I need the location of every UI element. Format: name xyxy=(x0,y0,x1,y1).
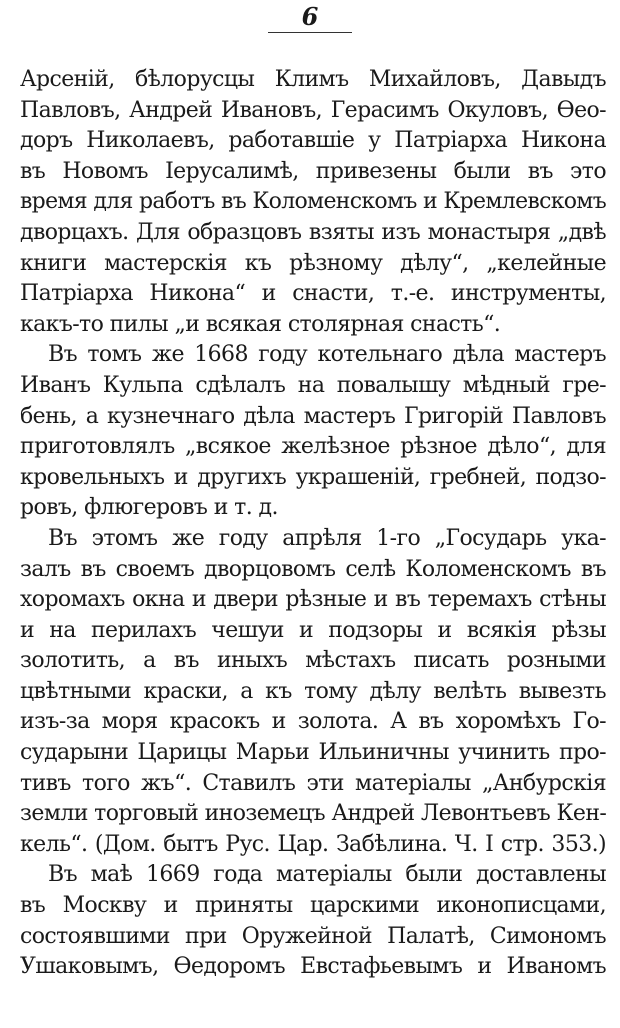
text-line: Арсеній, бѣлорусцы Климъ Михайловъ, Давыдъ xyxy=(20,67,606,92)
text-line: книги мастерскія къ рѣзному дѣлу“, „келейные xyxy=(20,250,606,276)
text-line: бень, а кузнечнаго дѣла мастеръ Григорій Павловъ xyxy=(20,403,606,429)
page-number: 6 xyxy=(301,2,319,31)
text-line: въ Новомъ Іерусалимѣ, привезены были въ это xyxy=(20,158,606,184)
header-rule xyxy=(268,32,352,33)
text-line: состоявшими при Оружейной Палатѣ, Симономъ xyxy=(20,923,606,949)
text-line: приготовлялъ „всякое желѣзное рѣзное дѣло“, для xyxy=(20,434,606,460)
text-line: дворцахъ. Для образцовъ взяты изъ монастыря „двѣ xyxy=(20,219,606,245)
text-line: Павловъ, Андрей Ивановъ, Герасимъ Окуловъ, Ѳео- xyxy=(20,97,606,123)
text-line: земли торговый иноземецъ Андрей Левонтьевъ Кен- xyxy=(20,801,606,827)
text-line: сударыни Царицы Марьи Ильиничны учинить про- xyxy=(20,740,606,766)
text-line: и на перилахъ чешуи и подзоры и всякія рѣзы xyxy=(20,617,606,643)
text-line: Ушаковымъ, Ѳедоромъ Евстафьевымъ и Иваномъ xyxy=(20,954,606,980)
page-header xyxy=(0,4,620,33)
text-line: ровъ, флюгеровъ и т. д. xyxy=(20,495,278,521)
text-line: кель“. (Дом. бытъ Рус. Цар. Забѣлина. Ч. I стр. 353.) xyxy=(20,831,606,857)
text-line: Въ томъ же 1668 году котельнаго дѣла мастеръ xyxy=(48,342,606,368)
text-line: въ Москву и приняты царскими иконописцами, xyxy=(20,893,606,919)
text-line: залъ въ своемъ дворцовомъ селѣ Коломенскомъ въ xyxy=(20,556,606,582)
text-line: изъ-за моря красокъ и золота. А въ хоромѣхъ Го- xyxy=(20,709,606,735)
text-line: Въ маѣ 1669 года матеріалы были доставлены xyxy=(48,862,606,888)
text-line: кровельныхъ и другихъ украшеній, гребней, подзо- xyxy=(20,464,606,490)
text-body xyxy=(20,65,606,983)
text-line: золотить, а въ иныхъ мѣстахъ писать розными xyxy=(20,648,606,674)
text-line: Патріарха Никона“ и снасти, т.-е. инструменты, xyxy=(20,281,606,307)
text-line: хоромахъ окна и двери рѣзные и въ теремахъ стѣны xyxy=(20,587,606,613)
text-line: Иванъ Кульпа сдѣлалъ на повалышу мѣдный гре- xyxy=(20,372,606,398)
text-line: Въ этомъ же году апрѣля 1-го „Государь ука- xyxy=(48,525,606,551)
text-line: доръ Николаевъ, работавшіе у Патріарха Никона xyxy=(20,128,606,154)
text-line: какъ-то пилы „и всякая столярная снасть“. xyxy=(20,311,501,337)
text-line: тивъ того жъ“. Ставилъ эти матеріалы „Анбурскія xyxy=(20,770,606,796)
text-line: цвѣтными краски, а къ тому дѣлу велѣть вывезть xyxy=(20,678,606,704)
text-line: время для работъ въ Коломенскомъ и Кремлевскомъ xyxy=(20,189,606,215)
